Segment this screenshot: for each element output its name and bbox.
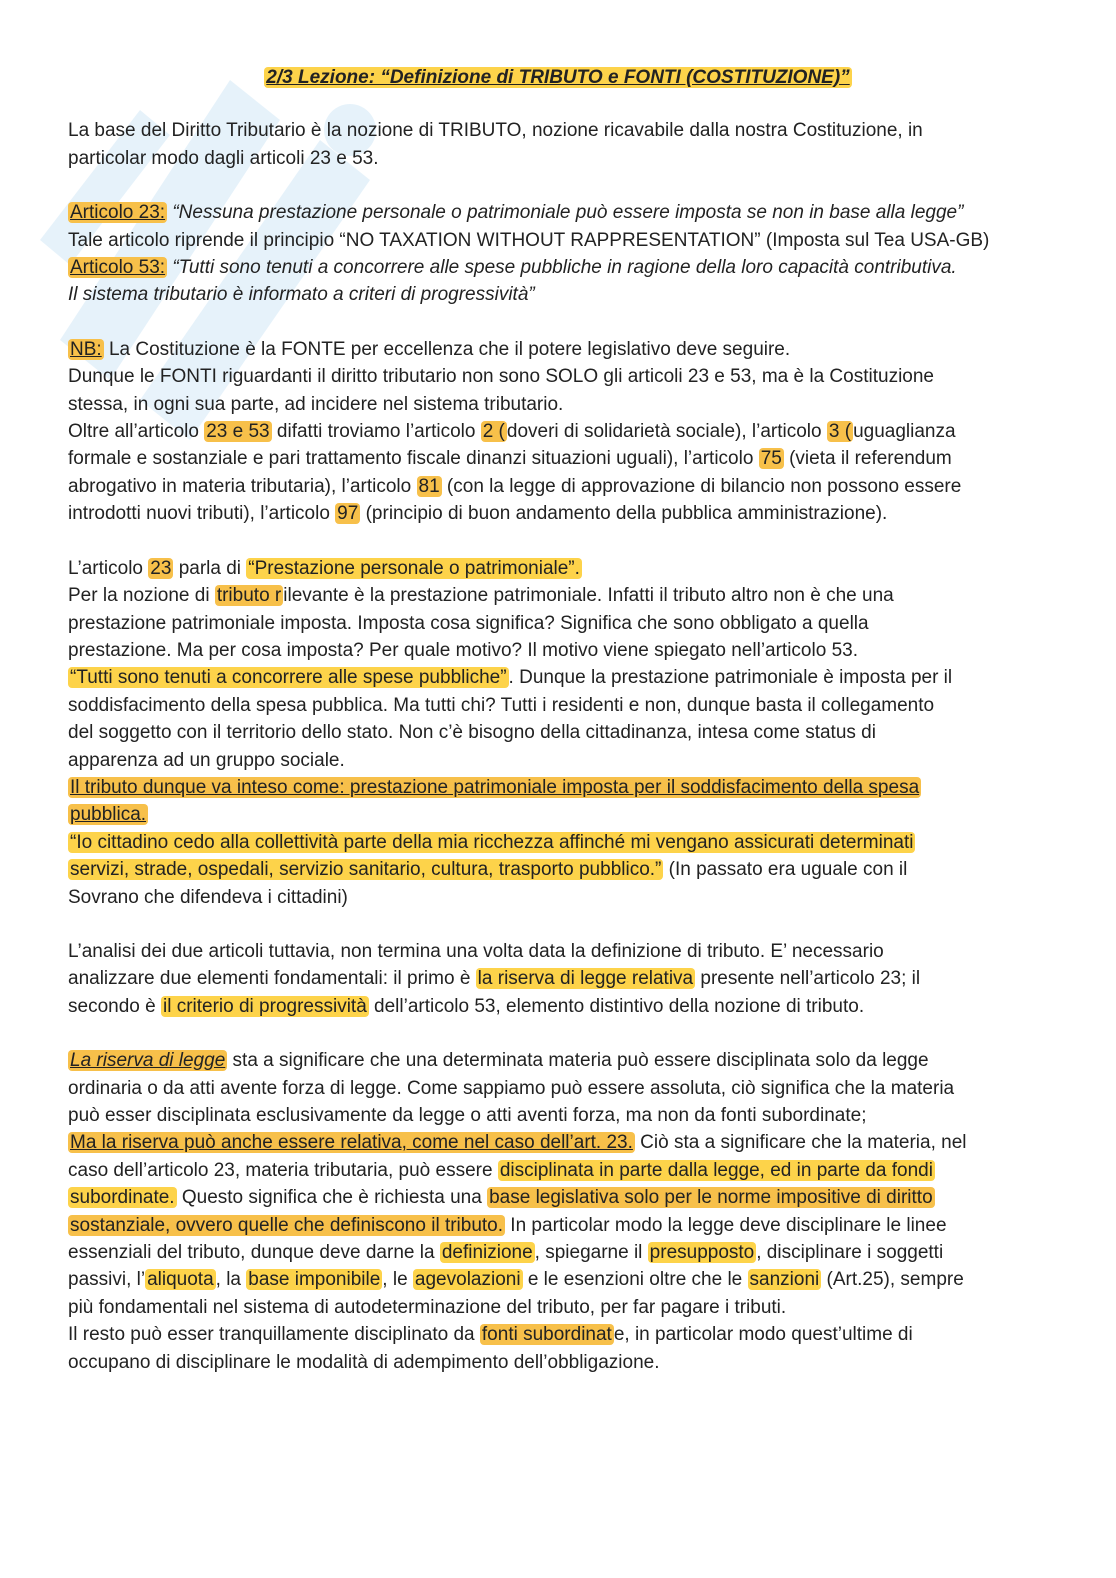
art23-line: Articolo 23: “Nessuna prestazione personale o patrimoniale può essere imposta se non in base alla legge” [70, 202, 964, 224]
nb-paragraph: NB: La Costituzione è la FONTE per eccellenza che il potere legislativo deve seguire. Dunque le FONTI riguardanti il diritto tributario non sono SOLO gli articoli 23 e 53, ma è la Costituzione stessa, in ogni sua parte, ad incidere nel sistema tributario. Oltre all’articolo 23 e 53 difatti troviamo l’articolo 2 ( doveri di solidarietà sociale), l’articolo 3 ( uguaglianza formale e sostanziale e pari trattamento fiscale dinanzi situazioni uguali), l’articolo 75 (vieta il referendum abrogativo in materia tributaria), l’articolo 81 (con la legge di approvazione di bilancio non possono essere introdotti nuovi tributi), l’articolo 97 (principio di buon andamento della pubblica amministrazione). [68, 338, 962, 525]
art53-label: Articolo 53: [70, 257, 166, 279]
art23-label: Articolo 23: [70, 202, 166, 224]
art53-line: Articolo 53: “Tutti sono tenuti a concorrere alle spese pubbliche in ragione della loro capacità contributiva. [70, 257, 957, 279]
articles-paragraph: Articolo 23: “Nessuna prestazione personale o patrimoniale può essere imposta se non in base alla legge” Tale articolo riprende il principio “NO TAXATION WITHOUT RAPPRESENTATION” (Imposta sul Tea USA-GB) Articolo 53: “Tutti sono tenuti a concorrere alle spese pubbliche in ragione della loro capacità contributiva. Il sistema tributario è informato a criteri di progressività” [68, 199, 1048, 309]
riserva-paragraph: La riserva di legge sta a significare che una determinata materia può essere disciplinata solo da legge ordinaria o da atti avente forza di legge. Come sappiamo può essere assoluta, ciò significa che la materia può esser disciplinata esclusivamente da legge o atti aventi forza, ma non da fonti subordinate; Ma la riserva può anche essere relativa, come nel caso dell’art. 23. Ciò sta a significare che la materia, nel caso dell’articolo 23, materia tributaria, può essere disciplinata in parte dalla legge, ed in parte da fondi subordinate. Questo significa che è richiesta una base legislativa solo per le norme impositive di diritto sostanziale, ovvero quelle che definiscono il tributo. In particolar modo la legge deve disciplinare le linee essenziali del tributo, dunque deve darne la definizione , spiegarne il presupposto , disciplinare i soggetti passivi, l’ aliquota , la base imponibile , le agevolazioni e le esenzioni oltre che le sanzioni (Art.25), sempre più fondamentali nel sistema di autodeterminazione del tributo, per far pagare i tributi. Il resto può esser tranquillamente disciplinato da fonti subordinat e, in particolar modo quest’ultime di occupano di disciplinare le modalità di adempimento dell’obbligazione. [68, 1050, 967, 1373]
page-title: 2/3 Lezione: “Definizione di TRIBUTO e FONTI (COSTITUZIONE)” [266, 67, 850, 88]
intro-paragraph: La base del Diritto Tributario è la nozione di TRIBUTO, nozione ricavabile dalla nostra Costituzione, in particolar modo dagli articoli 23 e 53. [68, 120, 923, 169]
art23-paragraph: L’articolo 23 parla di “Prestazione personale o patrimoniale”. Per la nozione di tributo r ilevante è la prestazione patrimoniale. Infatti il tributo altro non è che una prestazione patrimoniale imposta. Imposta cosa significa? Significa che sono obbligato a quella prestazione. Ma per cosa imposta? Per quale motivo? Il motivo viene spiegato nell’articolo 53. “Tutti sono tenuti a concorrere alle spese pubbliche” . Dunque la prestazione patrimoniale è imposta per il soddisfacimento della spesa pubblica. Ma tutti chi? Tutti i residenti e non, dunque basta il collegamento del soggetto con il territorio dello stato. Non c’è bisogno della cittadinanza, intesa come status di apparenza ad un gruppo sociale. Il tributo dunque va inteso come: prestazione patrimoniale imposta per il soddisfacimento della spesa pubblica. “Io cittadino cedo alla collettività parte della mia ricchezza affinché mi vengano assicurati determinati servizi, strade, ospedali, servizio sanitario, cultura, trasporto pubblico.” (In passato era uguale con il Sovrano che difendeva i cittadini) [68, 557, 953, 908]
document-page [68, 64, 1048, 1403]
analisi-paragraph: L’analisi dei due articoli tuttavia, non termina una volta data la definizione di tributo. E’ necessario analizzare due elementi fondamentali: il primo è la riserva di legge relativa presente nell’articolo 23; il secondo è il criterio di progressività dell’articolo 53, elemento distintivo della nozione di tributo. [68, 940, 921, 1017]
nb-label: NB: [70, 338, 102, 360]
